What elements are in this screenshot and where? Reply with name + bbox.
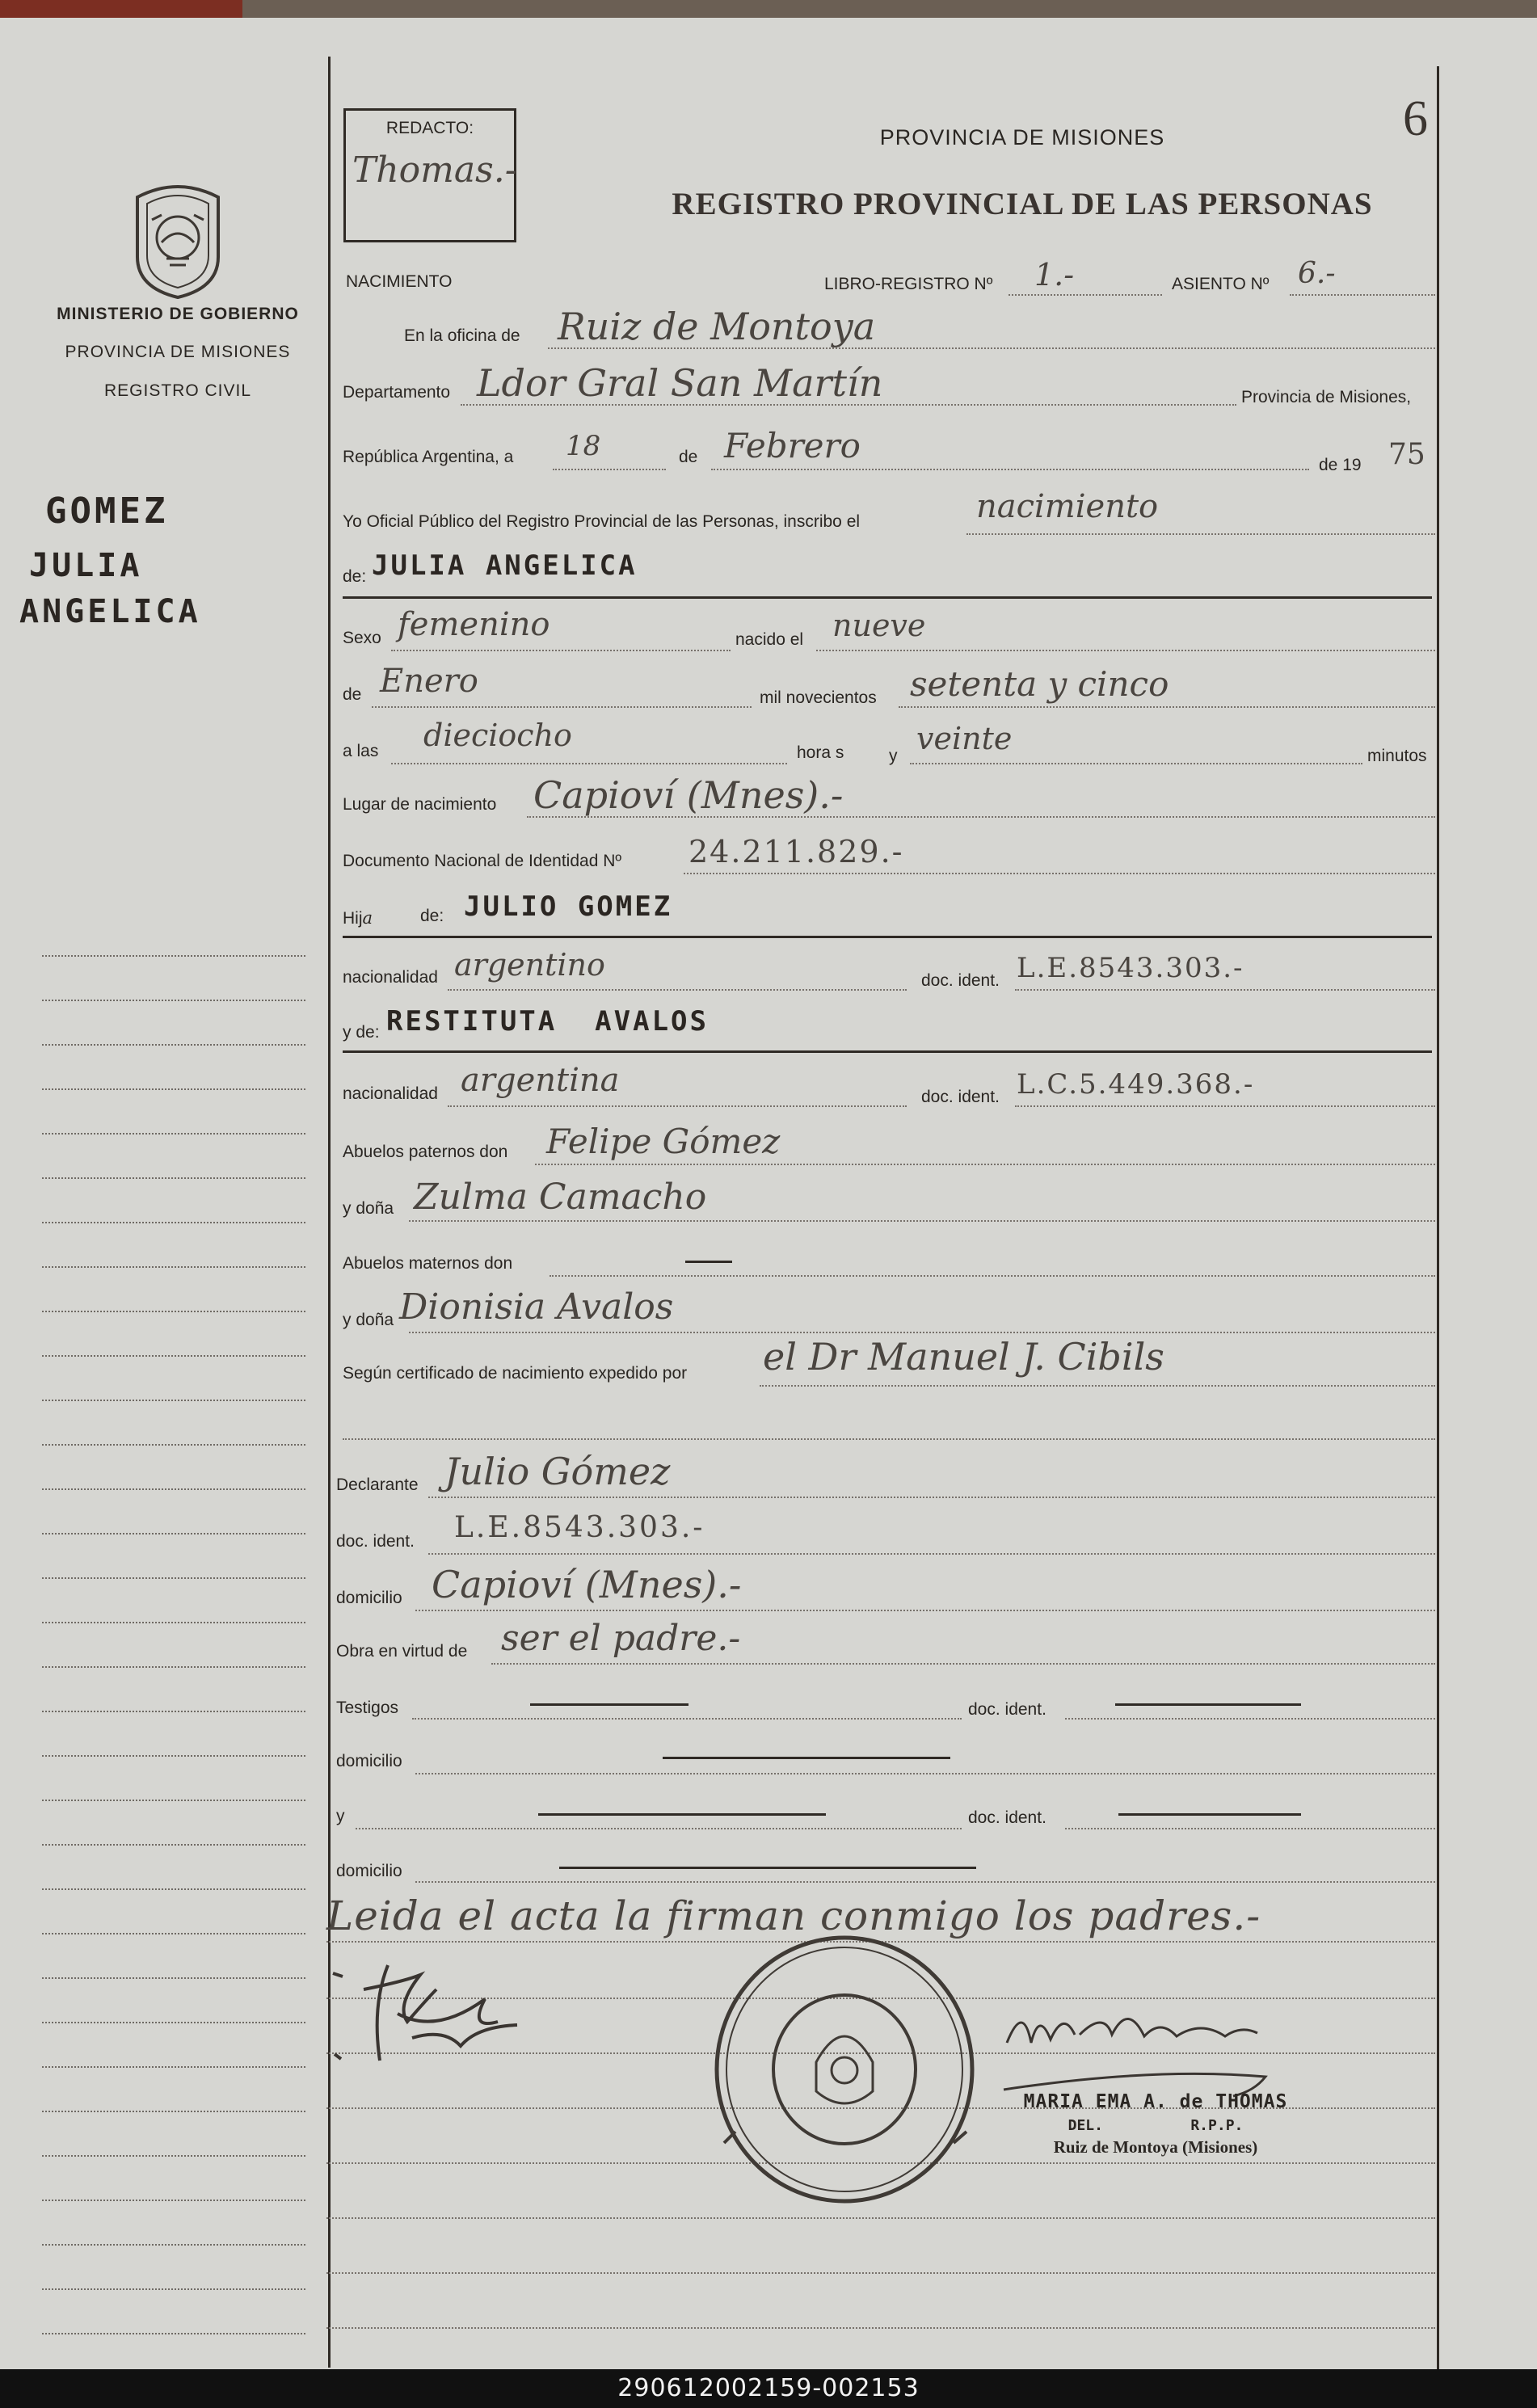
header-province: PROVINCIA DE MISIONES <box>879 125 1165 149</box>
margin-ruled-line <box>42 2200 305 2201</box>
docid-label: doc. ident. <box>336 1532 415 1551</box>
hijo-label <box>343 908 373 928</box>
dom2-dash <box>663 1757 950 1759</box>
asiento-value: 6.- <box>1298 257 1336 290</box>
margin-ruled-line <box>42 1444 305 1446</box>
ab-mat-dash <box>685 1261 732 1263</box>
dia-dots <box>553 469 666 470</box>
doc1-label: doc. ident. <box>921 971 1000 990</box>
registry-name: REGISTRO CIVIL <box>103 381 252 400</box>
margin-ruled-line <box>42 1977 305 1979</box>
book-tab <box>0 0 242 18</box>
nacido-value: nueve <box>832 608 926 643</box>
header-registry: REGISTRO PROVINCIAL DE LAS PERSONAS <box>672 187 1373 221</box>
margin-surname: GOMEZ <box>45 490 169 532</box>
parents-signature-icon <box>323 1957 550 2070</box>
dom3-dots <box>415 1881 1435 1883</box>
y2-dots <box>356 1828 962 1829</box>
doc4-label: doc. ident. <box>968 1808 1046 1827</box>
nacido-dots <box>816 650 1435 651</box>
y2-dash <box>538 1813 826 1816</box>
minutos-label: minutos <box>1367 747 1427 765</box>
doc3-dots <box>1065 1718 1435 1720</box>
dom2-dots <box>415 1773 1435 1774</box>
alas-value: dieciocho <box>423 718 572 753</box>
margin-ruled-line <box>42 2288 305 2290</box>
body-ruled-line <box>326 2272 1435 2274</box>
anio-value: 75 <box>1388 438 1425 471</box>
margin-ruled-line <box>42 1355 305 1357</box>
asiento-dots <box>1290 294 1435 296</box>
alas-label: a las <box>343 742 379 760</box>
obra-dots <box>491 1663 1435 1665</box>
margin-ruled-line <box>42 1755 305 1757</box>
margin-ruled-line <box>42 1000 305 1001</box>
margin-ruled-line <box>42 1888 305 1890</box>
y2-label: y <box>336 1807 345 1825</box>
mother-name: RESTITUTA AVALOS <box>386 1005 709 1038</box>
dom3-label: domicilio <box>336 1862 402 1880</box>
mes-nac-dots <box>372 706 752 708</box>
margin-ruled-line <box>42 1311 305 1312</box>
oficial-dots <box>966 533 1435 535</box>
father-name-line <box>343 936 1432 938</box>
mil-value: setenta y cinco <box>910 664 1169 704</box>
sexo-label: Sexo <box>343 629 381 647</box>
lugar-value: Capioví (Mnes).- <box>533 773 844 817</box>
margin-ruled-line <box>42 955 305 957</box>
book-top-edge <box>0 0 1537 18</box>
body-ruled-line <box>326 2327 1435 2329</box>
mother-name-line <box>343 1050 1432 1053</box>
margin-ruled-line <box>42 2333 305 2334</box>
margin-given-name-2: ANGELICA <box>19 593 201 630</box>
de2-label: de <box>343 685 362 704</box>
ab-pat-label: Abuelos paternos don <box>343 1143 508 1161</box>
doc3-label: doc. ident. <box>968 1700 1046 1719</box>
father-name: JULIO GOMEZ <box>464 890 673 923</box>
hijo-suffix: a <box>362 908 373 928</box>
registrar-role: DEL. R.P.P. <box>1067 2117 1244 2134</box>
margin-ruled-line <box>42 1933 305 1934</box>
closing-statement: Leida el acta la firman conmigo los padres.- <box>326 1892 1261 1939</box>
nac1-label: nacionalidad <box>343 968 438 987</box>
departamento-value: Ldor Gral San Martín <box>477 361 883 405</box>
domicilio-label: domicilio <box>336 1589 402 1607</box>
doc1-dots <box>1015 989 1435 991</box>
page-number: 6 <box>1403 91 1428 146</box>
oficial-label: Yo Oficial Público del Registro Provincial de las Personas, inscribo el <box>343 512 861 531</box>
doc4-dash <box>1118 1813 1301 1816</box>
ydona2-value: Dionisia Avalos <box>399 1286 674 1328</box>
docid-dots <box>428 1553 1435 1555</box>
margin-ruled-line <box>42 1177 305 1179</box>
obra-value: ser el padre.- <box>501 1618 741 1659</box>
ab-mat-label: Abuelos maternos don <box>343 1254 513 1273</box>
margin-ruled-line <box>42 1844 305 1846</box>
testigos-dots <box>412 1718 962 1720</box>
alas-dots <box>391 763 787 764</box>
nac2-value: argentina <box>461 1062 620 1099</box>
margin-ruled-line <box>42 1488 305 1490</box>
yde-label: y de: <box>343 1023 380 1042</box>
ydona1-dots <box>409 1220 1435 1222</box>
dni-label: Documento Nacional de Identidad Nº <box>343 852 622 870</box>
domicilio-value: Capioví (Mnes).- <box>432 1563 742 1606</box>
margin-ruled-line <box>42 2066 305 2068</box>
oficina-value: Ruiz de Montoya <box>558 305 876 348</box>
departamento-label: Departamento <box>343 383 451 402</box>
margin-ruled-line <box>42 1711 305 1712</box>
declarante-dots <box>428 1497 1435 1498</box>
redacto-label: REDACTO: <box>385 119 474 137</box>
margin-ruled-line <box>42 1533 305 1534</box>
mil-label: mil novecientos <box>760 688 877 707</box>
mes-value: Febrero <box>724 426 861 465</box>
domicilio-dots <box>415 1610 1435 1611</box>
mil-dots <box>899 706 1435 708</box>
margin-ruled-line <box>42 2155 305 2157</box>
oficina-label: En la oficina de <box>404 326 520 345</box>
oficial-value: nacimiento <box>976 488 1159 525</box>
margin-ruled-line <box>42 1666 305 1668</box>
ydona1-value: Zulma Camacho <box>414 1177 707 1218</box>
y-label: y <box>889 747 898 765</box>
margin-ruled-line <box>42 2111 305 2112</box>
testigos-dash <box>530 1703 688 1706</box>
margin-given-name-1: JULIA <box>29 547 143 584</box>
nac1-dots <box>448 989 907 991</box>
provincial-seal-icon <box>121 179 234 299</box>
body-ruled-line <box>326 2217 1435 2219</box>
declarante-label: Declarante <box>336 1476 419 1494</box>
libro-value: 1.- <box>1034 257 1075 293</box>
lugar-label: Lugar de nacimiento <box>343 795 497 814</box>
margin-ruled-line <box>42 1577 305 1579</box>
margin-ruled-line <box>42 1088 305 1090</box>
doc4-dots <box>1065 1828 1435 1829</box>
dni-dots <box>684 873 1435 874</box>
right-border-line <box>1437 66 1439 2369</box>
dom2-label: domicilio <box>336 1752 402 1770</box>
cert-dots <box>760 1385 1435 1387</box>
margin-ruled-line <box>42 1622 305 1623</box>
child-name-line <box>343 596 1432 599</box>
de-colon-label: de: <box>343 567 367 586</box>
nacido-label: nacido el <box>735 630 804 649</box>
ab-pat-value: Felipe Gómez <box>546 1122 781 1161</box>
image-caption: 290612002159-002153 <box>0 2369 1537 2408</box>
margin-ruled-line <box>42 1400 305 1401</box>
redacto-box <box>343 108 516 242</box>
nac1-value: argentino <box>454 947 605 983</box>
mes-nac-value: Enero <box>380 663 478 700</box>
margin-ruled-line <box>42 1133 305 1135</box>
libro-label: LIBRO-REGISTRO Nº <box>824 275 993 293</box>
child-name: JULIA ANGELICA <box>372 549 638 582</box>
asiento-label: ASIENTO Nº <box>1172 275 1270 293</box>
hijo-prefix: Hij <box>343 909 363 928</box>
nac2-label: nacionalidad <box>343 1084 438 1103</box>
declarante-value: Julio Gómez <box>444 1450 671 1493</box>
minutos-value: veinte <box>916 721 1013 756</box>
doc3-dash <box>1115 1703 1301 1706</box>
cert-value: el Dr Manuel J. Cibils <box>763 1335 1164 1379</box>
margin-ruled-line <box>42 1266 305 1268</box>
margin-ruled-line <box>42 1044 305 1046</box>
dom3-dash <box>559 1867 976 1869</box>
horas-label: hora s <box>797 743 844 762</box>
cert-dots-2 <box>343 1438 1435 1440</box>
de19-label: de 19 <box>1319 456 1362 474</box>
testigos-label: Testigos <box>336 1699 399 1717</box>
nac2-dots <box>448 1105 907 1107</box>
doc2-value: L.C.5.449.368.- <box>1017 1068 1255 1101</box>
ydona2-dots <box>409 1332 1435 1333</box>
dia-value: 18 <box>566 430 601 462</box>
doc2-label: doc. ident. <box>921 1088 1000 1106</box>
de-label: de <box>679 448 698 466</box>
margin-ruled-line <box>42 2022 305 2023</box>
docid-value: L.E.8543.303.- <box>454 1511 705 1544</box>
province-name: PROVINCIA DE MISIONES <box>65 343 291 361</box>
nacimiento-label: NACIMIENTO <box>346 272 453 291</box>
official-stamp-icon <box>711 1933 978 2206</box>
cert-label: Según certificado de nacimiento expedido por <box>343 1364 688 1383</box>
ministry-name: MINISTERIO DE GOBIERNO <box>57 305 299 323</box>
provincia-label: Provincia de Misiones, <box>1241 388 1412 406</box>
hijo-de-label: de: <box>420 907 444 925</box>
redacto-value: Thomas.- <box>352 149 517 191</box>
ydona1-label: y doña <box>343 1199 394 1218</box>
libro-dots <box>1009 294 1162 296</box>
doc1-value: L.E.8543.303.- <box>1017 952 1244 984</box>
minutos-dots <box>910 763 1362 764</box>
registrar-place: Ruiz de Montoya (Misiones) <box>1053 2137 1258 2157</box>
margin-ruled-line <box>42 1222 305 1223</box>
ydona2-label: y doña <box>343 1311 394 1329</box>
registrar-signature-icon <box>991 1986 1314 2107</box>
registry-page <box>0 18 1537 2369</box>
margin-ruled-line <box>42 1800 305 1801</box>
obra-label: Obra en virtud de <box>336 1642 468 1661</box>
mes-dots <box>711 469 1309 470</box>
ab-pat-dots <box>535 1164 1435 1165</box>
registrar-block <box>986 2091 1325 2158</box>
republica-label: República Argentina, a <box>343 448 514 466</box>
doc2-dots <box>1015 1105 1435 1107</box>
dni-value: 24.211.829.- <box>688 834 904 869</box>
margin-ruled-line <box>42 2244 305 2246</box>
sexo-dots <box>391 650 731 651</box>
registrar-name: MARIA EMA A. de THOMAS <box>1023 2091 1288 2112</box>
ab-mat-dots <box>550 1275 1435 1277</box>
sexo-value: femenino <box>398 606 550 643</box>
